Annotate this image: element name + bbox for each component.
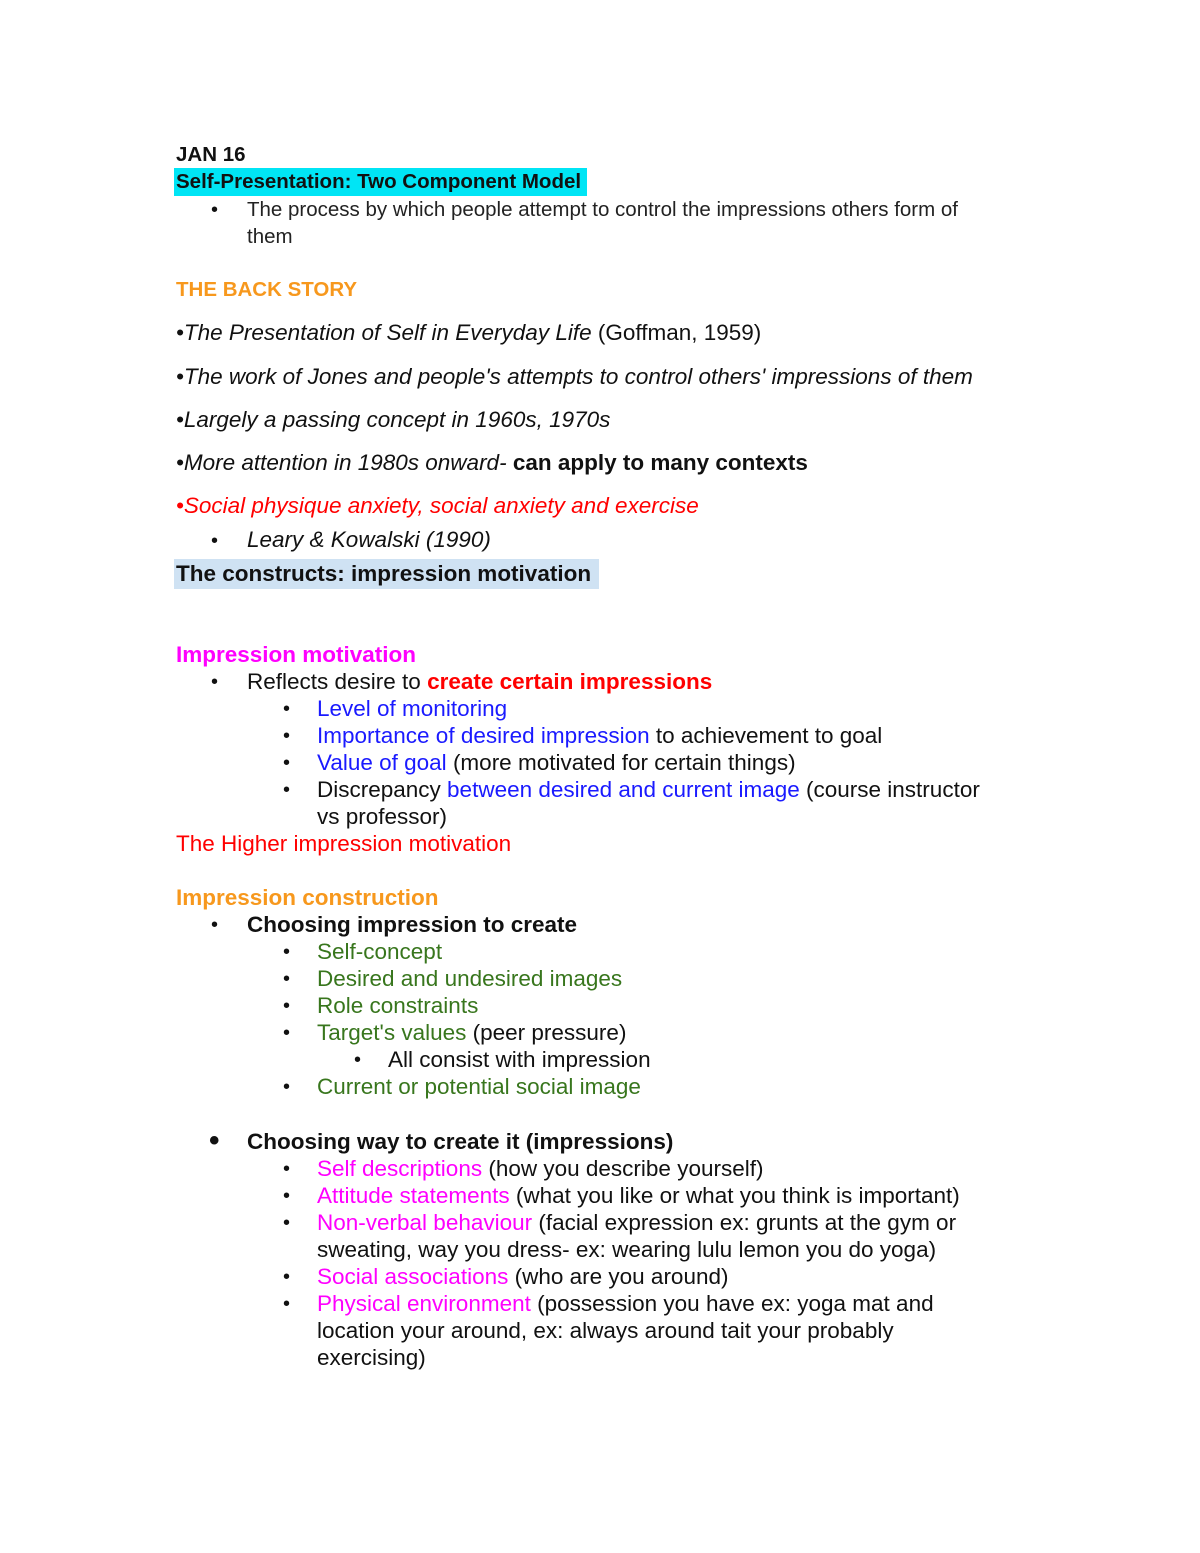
bullet: • <box>283 968 291 990</box>
way-nonverbal: Non-verbal behaviour (facial expression ex: grunts at the gym or <box>317 1210 957 1235</box>
bullet: • <box>283 1022 291 1044</box>
backstory-1980s: •More attention in 1980s onward- can apply to many contexts <box>176 450 808 475</box>
backstory-passing: •Largely a passing concept in 1960s, 1970s <box>176 407 611 432</box>
bullet: • <box>211 530 219 552</box>
bullet: • <box>211 671 219 693</box>
construction-consist: All consist with impression <box>388 1047 651 1072</box>
construction-social-image: Current or potential social image <box>317 1074 641 1099</box>
backstory-goffman: •The Presentation of Self in Everyday Life (Goffman, 1959) <box>176 320 762 345</box>
motivation-conclusion: The Higher impression motivation <box>176 831 512 856</box>
date-heading: JAN 16 <box>176 143 246 166</box>
backstory-anxiety: •Social physique anxiety, social anxiety and exercise <box>176 493 699 518</box>
constructs-heading: The constructs: impression motivation <box>174 559 599 589</box>
way-nonverbal-cont: sweating, way you dress- ex: wearing lulu lemon you do yoga) <box>317 1237 937 1262</box>
construction-heading: Impression construction <box>176 885 439 910</box>
bullet: • <box>283 1212 291 1234</box>
bullet: • <box>283 752 291 774</box>
bullet: • <box>209 1124 220 1157</box>
way-physical-environment-end: exercising) <box>317 1345 426 1370</box>
bullet: • <box>283 1076 291 1098</box>
construction-self-concept: Self-concept <box>317 939 443 964</box>
backstory-heading: THE BACK STORY <box>176 278 358 301</box>
bullet: • <box>283 941 291 963</box>
motivation-sub-monitoring: Level of monitoring <box>317 696 508 721</box>
bullet: • <box>283 779 291 801</box>
bullet: • <box>283 1266 291 1288</box>
motivation-sub-value: Value of goal (more motivated for certain things) <box>317 750 796 775</box>
motivation-sub-discrepancy-cont: vs professor) <box>317 804 448 829</box>
construction-choose-impression: Choosing impression to create <box>247 912 578 937</box>
bullet: • <box>211 914 219 936</box>
bullet: • <box>283 725 291 747</box>
bullet: • <box>354 1049 362 1071</box>
backstory-leary: Leary & Kowalski (1990) <box>247 527 491 552</box>
bullet: • <box>283 1185 291 1207</box>
construction-desired-images: Desired and undesired images <box>317 966 623 991</box>
bullet: • <box>283 1158 291 1180</box>
bullet: • <box>283 995 291 1017</box>
bullet: • <box>283 1293 291 1315</box>
way-self-descriptions: Self descriptions (how you describe yourself) <box>317 1156 764 1181</box>
definition-line-1: The process by which people attempt to control the impressions others form of <box>247 198 959 221</box>
motivation-item-desire: Reflects desire to create certain impressions <box>247 669 713 694</box>
construction-choose-way: Choosing way to create it (impressions) <box>247 1129 674 1154</box>
way-attitude-statements: Attitude statements (what you like or what you think is important) <box>317 1183 960 1208</box>
motivation-sub-importance: Importance of desired impression to achievement to goal <box>317 723 883 748</box>
way-social-associations: Social associations (who are you around) <box>317 1264 729 1289</box>
backstory-jones: •The work of Jones and people's attempts to control others' impressions of them <box>176 364 973 389</box>
bullet: • <box>283 698 291 720</box>
motivation-sub-discrepancy: Discrepancy between desired and current image (course instructor <box>317 777 980 802</box>
bullet: • <box>211 199 219 221</box>
way-physical-environment: Physical environment (possession you have ex: yoga mat and <box>317 1291 934 1316</box>
way-physical-environment-cont: location your around, ex: always around tait your probably <box>317 1318 894 1343</box>
motivation-heading: Impression motivation <box>176 642 417 667</box>
page-title: Self-Presentation: Two Component Model <box>174 168 587 196</box>
construction-target-values: Target's values (peer pressure) <box>317 1020 627 1045</box>
definition-line-2: them <box>247 225 293 248</box>
construction-role-constraints: Role constraints <box>317 993 479 1018</box>
